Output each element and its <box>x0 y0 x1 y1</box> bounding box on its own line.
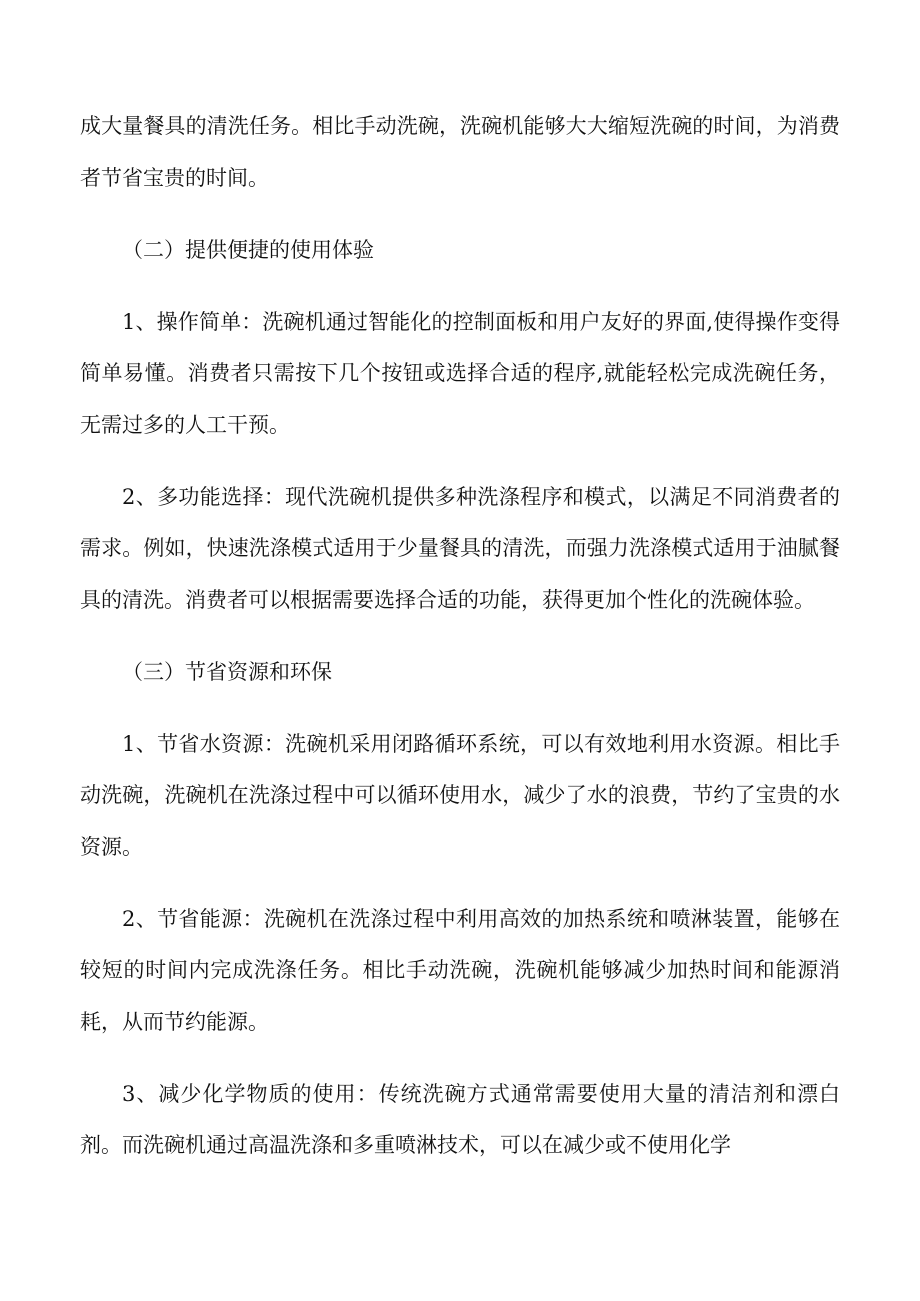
section-heading-3: （三）节省资源和环保 <box>122 659 332 684</box>
paragraph-continuation: 成大量餐具的清洗任务。相比手动洗碗，洗碗机能够大大缩短洗碗的时间，为消费者节省宝贵的时间。 <box>80 114 840 190</box>
paragraph-reduce-chemicals: 3、减少化学物质的使用：传统洗碗方式通常需要使用大量的清洁剂和漂白剂。而洗碗机通过高温洗涤和多重喷淋技术，可以在减少或不使用化学 <box>80 1081 840 1157</box>
paragraph-operation-simple: 1、操作简单：洗碗机通过智能化的控制面板和用户友好的界面,使得操作变得简单易懂。消费者只需按下几个按钮或选择合适的程序,就能轻松完成洗碗任务，无需过多的人工干预。 <box>80 309 840 437</box>
paragraph-save-water: 1、节省水资源：洗碗机采用闭路循环系统，可以有效地利用水资源。相比手动洗碗，洗碗机在洗涤过程中可以循环使用水，减少了水的浪费，节约了宝贵的水资源。 <box>80 731 840 859</box>
document-page <box>80 101 840 1192</box>
section-heading-2: （二）提供便捷的使用体验 <box>122 237 374 262</box>
paragraph-multi-function: 2、多功能选择：现代洗碗机提供多种洗涤程序和模式，以满足不同消费者的需求。例如，快速洗涤模式适用于少量餐具的清洗，而强力洗涤模式适用于油腻餐具的清洗。消费者可以根据需要选择合适的功能，获得更加个性化的洗碗体验。 <box>80 484 840 612</box>
paragraph-save-energy: 2、节省能源：洗碗机在洗涤过程中利用高效的加热系统和喷淋装置，能够在较短的时间内完成洗涤任务。相比手动洗碗，洗碗机能够减少加热时间和能源消耗，从而节约能源。 <box>80 906 840 1034</box>
